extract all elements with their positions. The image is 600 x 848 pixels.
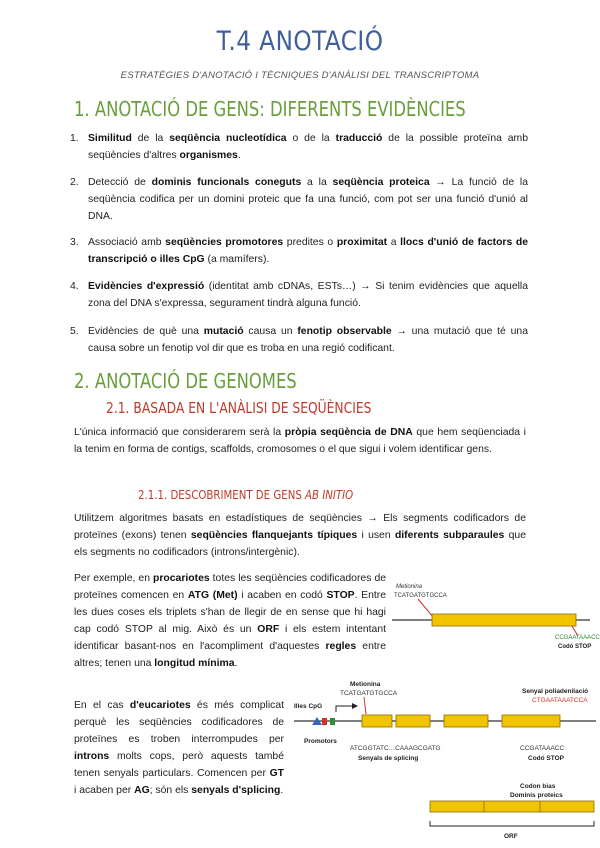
bold-term: ATG (Met) <box>187 590 238 601</box>
cds-bar <box>430 801 594 812</box>
paragraph-prokaryotes-a <box>74 570 386 672</box>
prokaryote-text <box>74 573 386 669</box>
text-run: Evidències de què una <box>88 326 204 337</box>
text-run: → una mutació que té una causa sobre un fenotip vol dir que es troba en una regió codificant. <box>88 326 528 354</box>
orf-box <box>432 614 576 626</box>
evidence-text <box>88 326 528 354</box>
exon-3 <box>444 715 488 727</box>
section-2-heading: 2. ANOTACIÓ DE GENOMES <box>74 369 297 393</box>
text-run: de la <box>131 133 170 144</box>
text-run: . Entre les dues coses els triplets s'han de llegir de en sense que hi hagi cap codó STOP al mig. Això és un <box>74 590 387 635</box>
codon-bias-label: Codon bias <box>520 783 556 790</box>
text-run: i els estem intentant identificar basant-nos en l'acompliment d'aquestes <box>74 624 386 652</box>
text-run: a <box>387 237 401 248</box>
exon-2 <box>396 715 430 727</box>
evidence-text <box>88 237 528 265</box>
bold-term: dominis funcionals coneguts <box>151 177 302 188</box>
list-number: 4. <box>70 281 79 292</box>
cpg-mark-green <box>330 718 335 725</box>
domains-label: Dominis proteics <box>510 792 563 799</box>
bold-term: proximitat <box>336 237 388 248</box>
text-run: i acaben per <box>74 785 135 796</box>
bold-term: STOP <box>326 590 355 601</box>
eukaryote-gene-figure <box>292 676 600 848</box>
text-run: . <box>234 658 238 669</box>
bold-term: llocs d'unió de factors de transcripció o illes CpG <box>88 237 529 265</box>
page-title: T.4 ANOTACIÓ <box>216 26 384 57</box>
bold-term: seqüències flanquejants típiques <box>190 530 358 541</box>
bold-term: procariotes <box>153 573 210 584</box>
euk-met-seq: TCATGATGTGCCA <box>340 690 398 697</box>
evidence-item-5 <box>70 323 528 357</box>
bold-term: longitud mínima <box>154 658 235 669</box>
text-run: molts cops, però aquests també tenen senyals particulars. Comencen per <box>74 751 284 779</box>
evidence-text <box>88 281 528 309</box>
orf-bracket <box>430 821 594 826</box>
text-run: o de la <box>286 133 336 144</box>
bold-term: seqüència proteica <box>332 177 430 188</box>
text-run: totes les seqüències codificadores de proteïnes comencen en <box>74 573 386 601</box>
text-run: que hem seqüenciada i la tenim en forma de contigs, scaffolds, cromosomes o el que sigui i volem identificar gens. <box>74 427 526 455</box>
exon-4 <box>502 715 560 727</box>
evidence-text <box>88 133 528 161</box>
section-1-heading: 1. ANOTACIÓ DE GENS: DIFERENTS EVIDÈNCIES <box>74 97 466 121</box>
evidence-item-2 <box>70 174 528 225</box>
text-run: de la possible proteïna amb seqüències d'altres <box>88 133 528 161</box>
text-run: que els segments no codificadors (introns/intergènic). <box>74 530 526 558</box>
list-number: 5. <box>70 326 79 337</box>
euk-stop-label: Codó STOP <box>528 755 564 762</box>
text-run: . <box>237 150 241 161</box>
polya-label: Senyal poliadenilació <box>522 688 589 695</box>
splice-label: Senyals de splicing <box>358 755 419 762</box>
euk-met-pointer <box>364 697 366 714</box>
list-number: 2. <box>70 177 79 188</box>
evidence-item-1 <box>70 130 528 164</box>
bold-term: organismes <box>179 150 238 161</box>
text-run: a la <box>301 177 333 188</box>
evidence-item-4 <box>70 278 529 312</box>
bold-term: GT <box>269 768 284 779</box>
text-run: és més complicat perquè les seqüències codificadores de proteïnes es troben interrompudes per <box>74 700 284 745</box>
bold-term: ORF <box>257 624 280 635</box>
bold-term: seqüència nucleotídica <box>169 133 287 144</box>
bold-term: introns <box>74 751 110 762</box>
text-run: (identitat amb cDNAs, ESTs…) → Si tenim evidències que aquella zona del DNA s'expressa, segurament tindrà alguna funció. <box>88 281 529 309</box>
bold-term: d'eucariotes <box>129 700 191 711</box>
bold-term: Evidències d'expressió <box>88 281 205 292</box>
text-run: entre altres; tenen una <box>74 641 386 669</box>
paragraph-sequence-info <box>74 424 526 458</box>
polya-seq: CTGAATAAATCCA <box>532 697 588 704</box>
bold-term: AG <box>134 785 150 796</box>
page-subtitle: ESTRATÈGIES D'ANOTACIÓ I TÈCNIQUES D'ANÀLISI DEL TRANSCRIPTOMA <box>120 70 480 81</box>
cpg-mark-red <box>322 718 327 725</box>
text-run: . <box>280 785 284 796</box>
paragraph-algorithms <box>74 510 526 561</box>
text-run: predites o <box>283 237 337 248</box>
tss-arrow-head <box>352 703 358 709</box>
text-run: (a mamífers). <box>204 254 270 265</box>
exon-1 <box>362 715 392 727</box>
text-run: Detecció de <box>88 177 152 188</box>
bold-term: mutació <box>203 326 244 337</box>
bold-term: pròpia seqüència de DNA <box>284 427 413 438</box>
met-seq: TCATGATGTGCCA <box>394 593 447 599</box>
stop-seq: CCGAATAAACC <box>555 635 600 641</box>
text-run: ; són els <box>149 785 192 796</box>
stop-label: Codó STOP <box>558 644 592 650</box>
paragraph-eukaryotes <box>74 697 284 799</box>
tss-arrow <box>336 706 352 712</box>
section-2-1-1-heading <box>138 488 353 502</box>
bold-term: Similitud <box>88 133 132 144</box>
evidence-item-3 <box>70 234 529 268</box>
evidence-text <box>88 177 528 222</box>
text-run: i acaben en codó <box>237 590 327 601</box>
text-run: → La funció de la seqüència codifica per un domini proteic que fa una funció, com pot ser una funció d'unió al DNA. <box>88 177 528 222</box>
text-run: En el cas <box>74 700 130 711</box>
euk-stop-seq: CCGATAAACC <box>520 745 565 752</box>
euk-met-label: Metionina <box>350 681 381 688</box>
prokaryote-orf-figure <box>390 578 600 650</box>
heading-text: 2.1.1. DESCOBRIMENT DE GENS <box>138 488 306 502</box>
met-label: Metionina <box>396 584 423 590</box>
text-run: L'única informació que considerarem serà la <box>74 427 285 438</box>
bold-term: senyals d'splicing <box>191 785 281 796</box>
bold-term: seqüències promotores <box>165 237 284 248</box>
bold-term: traducció <box>335 133 383 144</box>
splice-seq: ATCGGTATC…CAAAGCGATG <box>350 745 441 752</box>
text-run: causa un <box>243 326 298 337</box>
text-run: Per exemple, en <box>74 573 154 584</box>
bold-term: diferents subparaules <box>394 530 505 541</box>
orf-label: ORF <box>504 833 518 840</box>
section-2-1-heading: 2.1. BASADA EN L'ANÀLISI DE SEQÜÈNCIES <box>106 399 372 417</box>
text-run: i usen <box>357 530 395 541</box>
cpg-label: Illes CpG <box>294 703 323 710</box>
text-run: Utilitzem algoritmes basats en estadístiques de seqüències → Els segments codificadors de proteïnes (exons) tenen <box>74 513 526 541</box>
heading-italic-text: AB INITIO <box>305 488 354 502</box>
promotors-label: Promotors <box>304 738 337 745</box>
text-run: Associació amb <box>88 237 166 248</box>
bold-term: regles <box>325 641 357 652</box>
bold-term: fenotip observable <box>297 326 392 337</box>
list-number: 3. <box>70 237 79 248</box>
list-number: 1. <box>70 133 79 144</box>
